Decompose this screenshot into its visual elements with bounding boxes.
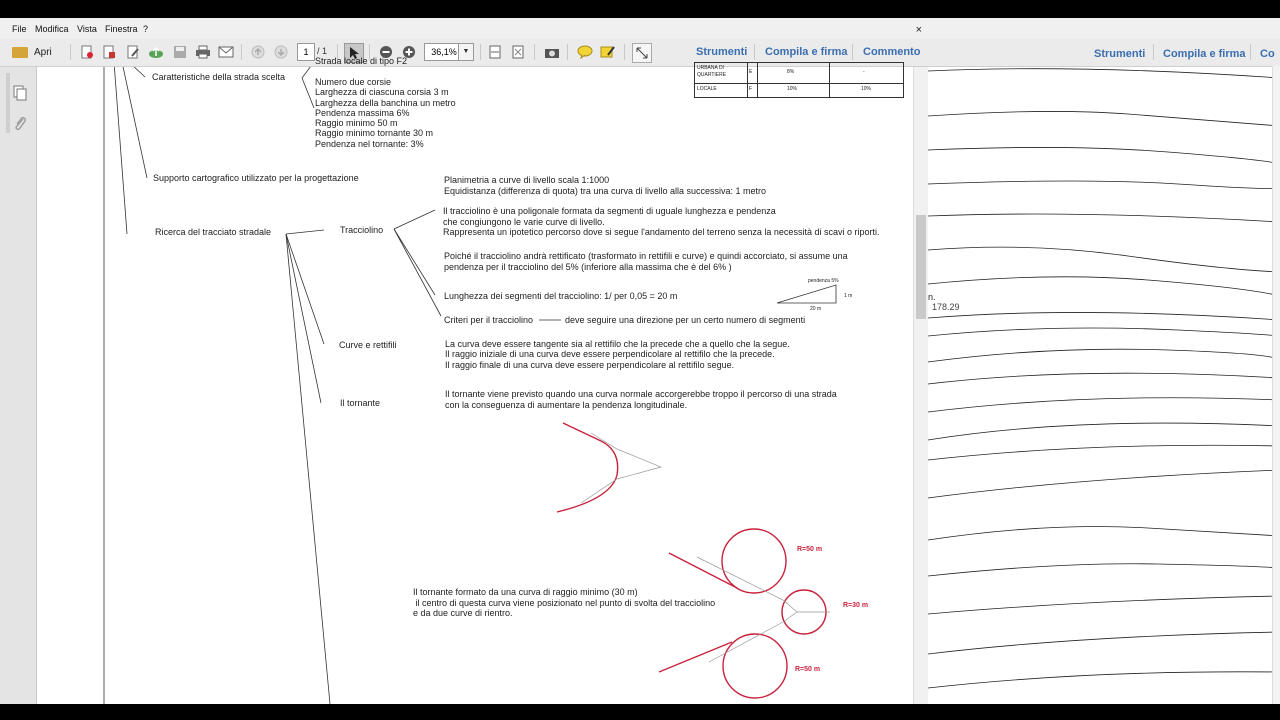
toolbar-divider <box>241 44 242 60</box>
page-total: / 1 <box>317 46 328 56</box>
export-pdf-icon[interactable] <box>100 43 118 61</box>
table-cell: 10% <box>787 86 798 92</box>
tracciolino-def: che congiungono le varie curve di livello. <box>443 217 605 227</box>
node-curve-rettifili: Curve e rettifili <box>339 340 397 350</box>
fill-sign-link[interactable]: Compila e firma <box>765 46 848 58</box>
tools-link[interactable]: Strumenti <box>1094 48 1146 60</box>
curve-rule: La curva deve essere tangente sia al rettifilo che la precede che a quello che la segue. <box>445 339 790 349</box>
menu-finestra[interactable]: Finestra <box>105 24 138 34</box>
radius-label: R=50 m <box>797 546 823 553</box>
spec-line: Raggio minimo tornante 30 m <box>315 128 434 139</box>
spec-line: Pendenza nel tornante: 3% <box>315 138 424 149</box>
toolbar-divider <box>852 44 853 60</box>
scrollbar-thumb[interactable] <box>916 215 926 319</box>
menu-file[interactable]: File <box>12 24 27 34</box>
planimetria-text: Planimetria a curve di livello scala 1:1000 <box>444 175 610 185</box>
criteri-text: Criteri per il tracciolino <box>444 315 534 325</box>
toolbar-divider <box>1250 44 1251 60</box>
contour-label-fragment: n. <box>928 292 936 302</box>
menu-bar <box>0 18 928 38</box>
next-page-icon[interactable] <box>272 43 290 61</box>
table-cell: F <box>749 86 753 92</box>
page-number-input[interactable]: 1 <box>297 43 315 61</box>
highlight-icon[interactable] <box>599 43 617 61</box>
email-icon[interactable] <box>217 43 235 61</box>
tools-link[interactable]: Strumenti <box>696 46 748 58</box>
radius-label: R=30 m <box>843 602 869 609</box>
node-ricerca: Ricerca del tracciato stradale <box>155 227 272 237</box>
table-cell: 8% <box>787 69 795 75</box>
tornante-formato-text: il centro di questa curva viene posizionato nel punto di svolta del tracciolino <box>413 598 716 608</box>
comment-link[interactable]: Commento <box>863 46 921 58</box>
fit-page-icon[interactable] <box>509 43 527 61</box>
second-toolbar <box>928 38 1280 67</box>
spec-line: Larghezza di ciascuna corsia 3 m <box>315 87 449 98</box>
tornante-formato-text: e da due curve di rientro. <box>413 608 513 618</box>
document-content <box>37 56 913 704</box>
menu-modifica[interactable]: Modifica <box>35 24 69 34</box>
zoom-level-input[interactable]: 36,1% <box>424 43 464 61</box>
criteri-value: deve seguire una direzione per un certo numero di segmenti <box>565 315 806 325</box>
open-label: Apri <box>34 46 52 58</box>
snapshot-icon[interactable] <box>543 43 561 61</box>
edit-pdf-icon[interactable] <box>124 43 142 61</box>
menu-help[interactable]: ? <box>143 24 149 34</box>
node-tornante: Il tornante <box>340 398 381 408</box>
fill-sign-link[interactable]: Compila e firma <box>1163 48 1246 60</box>
contour-lines <box>928 66 1280 704</box>
panel-collapse-handle[interactable] <box>6 73 10 133</box>
toolbar-divider <box>624 44 625 60</box>
hairpin-sketch <box>551 419 671 519</box>
tornante-text: con la conseguenza di aumentare la pendenza longitudinale. <box>445 400 688 410</box>
lunghezza-text: Lunghezza dei segmenti del tracciolino: 1/ per 0,05 = 20 m <box>444 291 678 301</box>
toolbar-divider <box>534 44 535 60</box>
attachment-icon[interactable] <box>13 115 27 136</box>
spec-line: Raggio minimo 50 m <box>315 118 398 129</box>
toolbar-divider <box>480 44 481 60</box>
curve-rule: Il raggio iniziale di una curva deve essere perpendicolare al rettifilo che la precede. <box>445 349 775 359</box>
fullscreen-icon[interactable] <box>632 43 652 63</box>
toolbar-divider <box>1153 44 1154 60</box>
page-thumbnails-icon[interactable] <box>13 85 27 106</box>
equidistanza-text: Equidistanza (differenza di quota) tra una curva di livello alla successiva: 1 metro <box>444 186 767 196</box>
navigation-panel <box>0 67 37 704</box>
node-caratteristiche: Caratteristiche della strada scelta <box>152 72 286 82</box>
table-cell: E <box>749 69 753 75</box>
open-button[interactable] <box>12 43 52 61</box>
node-tracciolino: Tracciolino <box>340 225 384 235</box>
spec-line: Numero due corsie <box>315 77 392 87</box>
poiche-text: pendenza per il tracciolino del 5% (inferiore alla massima che è del 6% ) <box>444 262 732 272</box>
road-specs <box>315 77 456 149</box>
spec-line: Pendenza massima 6% <box>315 107 410 118</box>
toolbar-divider <box>70 44 71 60</box>
poiche-text: Poiché il tracciolino andrà rettificato (trasformato in rettifili e curve) e quindi accorciato, si assume una <box>444 251 848 261</box>
close-document-icon[interactable]: × <box>915 24 922 36</box>
tornante-formato-text: Il tornante formato da una curva di raggio minimo (30 m) <box>413 587 638 597</box>
table-cell: - <box>863 69 865 75</box>
toolbar-divider <box>754 44 755 60</box>
cloud-upload-icon[interactable] <box>147 43 165 61</box>
elevation-label: 178.29 <box>932 302 960 312</box>
tracciolino-def: Il tracciolino è una poligonale formata da segmenti di uguale lunghezza e pendenza <box>443 206 776 216</box>
second-scrollbar[interactable] <box>1272 66 1280 704</box>
radius-label: R=50 m <box>795 666 821 673</box>
triangle-slope-label: pendenza 5% <box>808 278 839 284</box>
toolbar-divider <box>567 44 568 60</box>
second-menu-bar <box>928 18 1280 38</box>
zoom-dropdown-icon[interactable]: ▼ <box>458 43 474 61</box>
folder-icon <box>12 47 28 58</box>
comment-icon[interactable] <box>576 43 594 61</box>
classification-table <box>694 62 904 98</box>
create-pdf-icon[interactable] <box>78 43 96 61</box>
table-cell: 10% <box>861 86 872 92</box>
node-supporto: Supporto cartografico utilizzato per la progettazione <box>153 173 359 183</box>
menu-vista[interactable]: Vista <box>77 24 97 34</box>
triangle-height-label: 1 m <box>844 293 853 299</box>
tornante-detail-drawing <box>657 522 877 702</box>
second-reader-window <box>928 18 1280 704</box>
comment-link[interactable]: Co <box>1260 48 1275 60</box>
spec-line: Larghezza della banchina un metro <box>315 97 456 108</box>
road-type: Strada locale di tipo F2 <box>315 56 408 66</box>
triangle-length-label: 20 m <box>810 306 822 312</box>
previous-page-icon[interactable] <box>249 43 267 61</box>
curve-rule: Il raggio finale di una curva deve essere perpendicolare al rettifilo segue. <box>445 360 735 370</box>
vertical-scrollbar[interactable] <box>913 67 928 704</box>
save-icon[interactable] <box>171 43 189 61</box>
print-icon[interactable] <box>194 43 212 61</box>
tracciolino-def: Rappresenta un ipotetico percorso dove si segue l'andamento del terreno senza la necessità di scavi o riporti. <box>443 227 880 237</box>
tornante-text: Il tornante viene previsto quando una curva normale accorgerebbe troppo il percorso di una strada <box>445 389 837 399</box>
fit-width-icon[interactable] <box>486 43 504 61</box>
table-cell: LOCALE <box>697 86 717 92</box>
table-cell: URBANA DI QUARTIERE <box>697 65 727 78</box>
